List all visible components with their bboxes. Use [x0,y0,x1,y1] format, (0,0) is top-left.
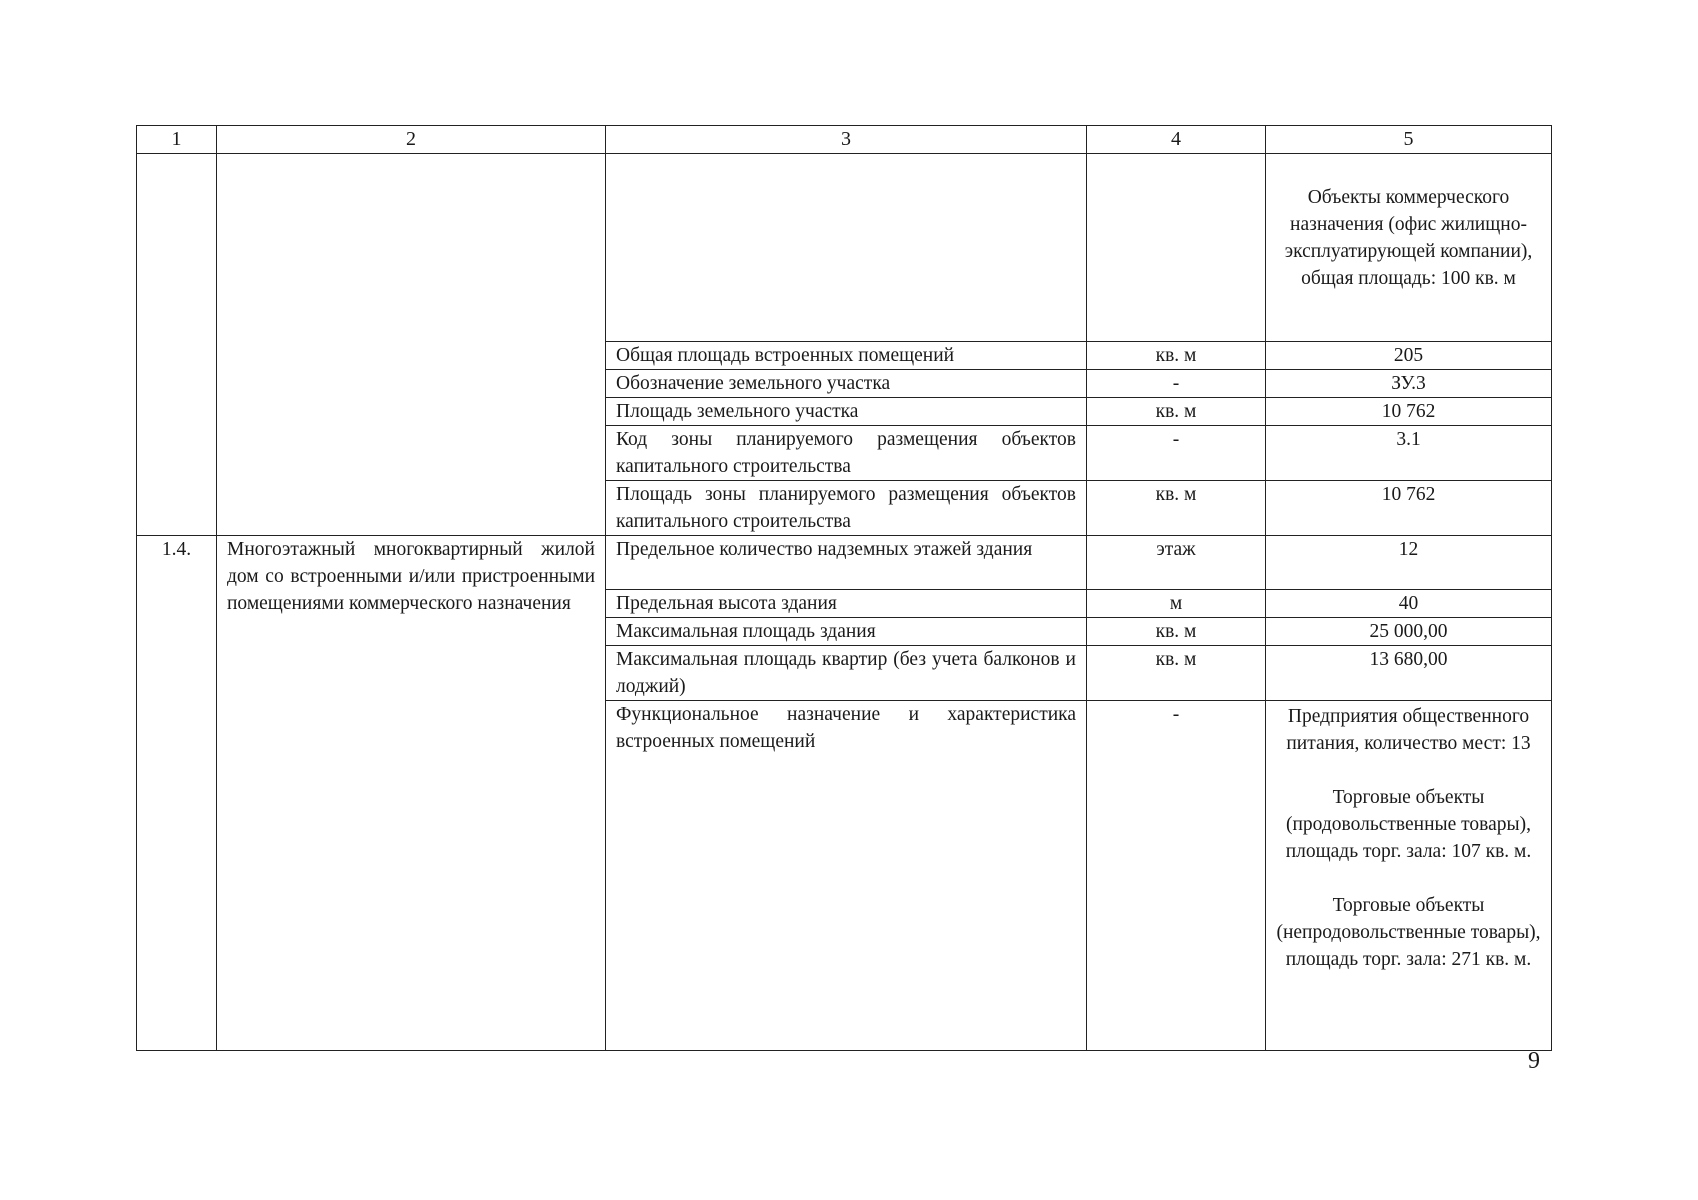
param-cell: Функциональное назначение и характеристика встроенных помещений [606,701,1087,1051]
column-number-row [137,126,1552,154]
unit-cell: кв. м [1087,342,1266,370]
param-cell: Максимальная площадь квартир (без учета балконов и лоджий) [606,646,1087,701]
unit-cell [1087,154,1266,342]
unit-cell: кв. м [1087,646,1266,701]
functional-value: Торговые объекты (продовольственные товары), площадь торг. зала: 107 кв. м. [1285,787,1532,862]
column-number: 1 [137,126,217,154]
unit-cell: кв. м [1087,481,1266,536]
value-cell: 12 [1266,536,1552,590]
param-cell: Общая площадь встроенных помещений [606,342,1087,370]
param-cell: Площадь зоны планируемого размещения объектов капитального строительства [606,481,1087,536]
value-cell: 205 [1266,342,1552,370]
param-cell: Площадь земельного участка [606,398,1087,426]
page-number: 9 [1528,1048,1540,1074]
param-cell: Предельная высота здания [606,590,1087,618]
param-cell [606,154,1087,342]
unit-cell: кв. м [1087,618,1266,646]
value-cell: ЗУ.3 [1266,370,1552,398]
functional-value: Торговые объекты (непродовольственные товары), площадь торг. зала: 271 кв. м. [1276,895,1541,970]
table-row [137,536,1552,590]
unit-cell: этаж [1087,536,1266,590]
functional-value-cell [1266,701,1552,1051]
param-cell: Обозначение земельного участка [606,370,1087,398]
item-name: Многоэтажный многоквартирный жилой дом со встроенными и/или пристроенными помещениями коммерческого назначения [217,536,606,1051]
value-cell: 10 762 [1266,481,1552,536]
functional-value-cell: Объекты коммерческого назначения (офис жилищно-эксплуатирующей компании), общая площадь: 100 кв. м [1266,154,1552,342]
value-cell: 3.1 [1266,426,1552,481]
param-cell: Максимальная площадь здания [606,618,1087,646]
unit-cell: кв. м [1087,398,1266,426]
value-cell: 10 762 [1266,398,1552,426]
table-row [137,154,1552,342]
value-cell: 40 [1266,590,1552,618]
parameters-table [136,125,1552,1051]
item-number-cell [137,154,217,536]
column-number: 3 [606,126,1087,154]
param-cell: Код зоны планируемого размещения объектов капитального строительства [606,426,1087,481]
unit-cell: м [1087,590,1266,618]
item-number: 1.4. [137,536,217,1051]
column-number: 4 [1087,126,1266,154]
column-number: 2 [217,126,606,154]
column-number: 5 [1266,126,1552,154]
value-cell: 13 680,00 [1266,646,1552,701]
unit-cell: - [1087,370,1266,398]
unit-cell: - [1087,701,1266,1051]
functional-value: Предприятия общественного питания, количество мест: 13 [1286,706,1531,754]
item-name-cell [217,154,606,536]
param-cell: Предельное количество надземных этажей здания [606,536,1087,590]
unit-cell: - [1087,426,1266,481]
value-cell: 25 000,00 [1266,618,1552,646]
